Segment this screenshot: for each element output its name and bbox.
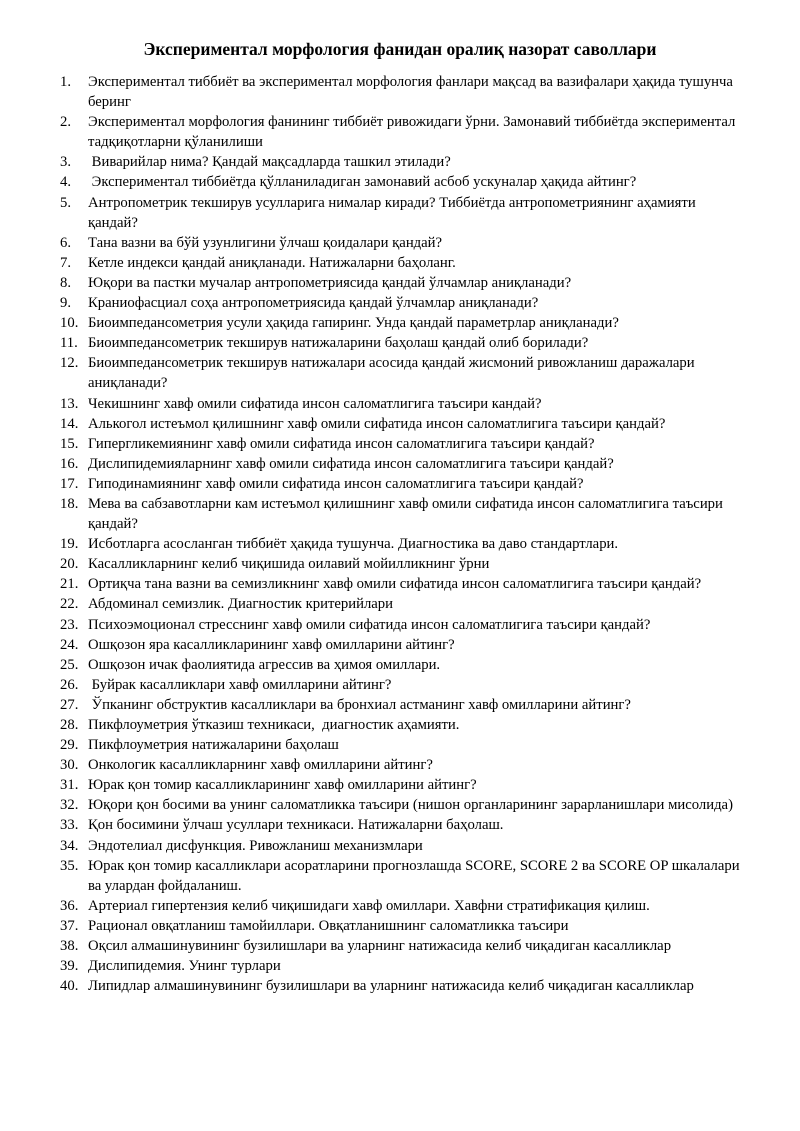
question-number: 18. xyxy=(60,495,79,512)
question-number: 2. xyxy=(60,114,72,131)
page-title: Экспериментал морфология фанидан оралиқ назорат саволлари xyxy=(143,39,657,59)
question-item xyxy=(60,554,740,574)
question-text: Виварийлар нима? Қандай мақсадларда ташкил этилади? xyxy=(88,154,451,171)
question-number: 15. xyxy=(60,435,79,452)
question-item xyxy=(60,353,740,393)
question-item xyxy=(60,795,740,815)
question-item xyxy=(60,273,740,293)
question-text: Биоимпедансометрия усули ҳақида гапиринг. Унда қандай параметрлар аниқланади? xyxy=(88,315,619,332)
question-item xyxy=(60,836,740,856)
question-text: Абдоминал семизлик. Диагностик критерийлари xyxy=(88,596,394,613)
question-text: Тана вазни ва бўй узунлигини ўлчаш қоидалари қандай? xyxy=(88,234,443,251)
question-number: 8. xyxy=(60,274,72,291)
question-text: Исботларга асосланган тиббиёт ҳақида тушунча. Диагностика ва даво стандартлари. xyxy=(88,536,619,553)
question-text: Онкологик касалликларнинг хавф омилларини айтинг? xyxy=(88,757,433,774)
question-text: Ўпканинг обструктив касалликлари ва бронхиал астманинг хавф омилларини айтинг? xyxy=(88,696,631,713)
question-item xyxy=(60,775,740,795)
question-item xyxy=(60,755,740,775)
question-item xyxy=(60,956,740,976)
question-number: 20. xyxy=(60,556,79,573)
question-item xyxy=(60,735,740,755)
question-text: Дислипидемияларнинг хавф омили сифатида инсон саломатлигига таъсири қандай? xyxy=(88,455,614,472)
question-item xyxy=(60,896,740,916)
question-item xyxy=(60,715,740,735)
question-text: Чекишнинг хавф омили сифатида инсон саломатлигига таъсири кандай? xyxy=(88,395,542,412)
question-item xyxy=(60,695,740,715)
question-item xyxy=(60,193,740,233)
question-number: 9. xyxy=(60,295,72,312)
question-number: 27. xyxy=(60,696,79,713)
question-item xyxy=(60,454,740,474)
question-item xyxy=(60,976,740,996)
question-text: Юқори ва пастки мучалар антропометриясида қандай ўлчамлар аниқланади? xyxy=(88,274,572,291)
question-text: Буйрак касалликлари хавф омилларини айтинг? xyxy=(88,676,392,693)
question-number: 35. xyxy=(60,857,79,874)
question-number: 36. xyxy=(60,897,79,914)
question-item xyxy=(60,675,740,695)
question-number: 21. xyxy=(60,576,79,593)
question-text: Ошқозон ичак фаолиятида агрессив ва ҳимоя омиллари. xyxy=(88,656,441,673)
question-number: 26. xyxy=(60,676,79,693)
question-number: 3. xyxy=(60,154,72,171)
question-item xyxy=(60,936,740,956)
question-text: Оқсил алмашинувининг бузилишлари ва уларнинг натижасида келиб чиқадиган касалликлар xyxy=(88,938,672,955)
question-item xyxy=(60,72,740,112)
question-text: Пикфлоуметрия ўтказиш техникаси, диагностик аҳамияти. xyxy=(88,717,460,733)
question-text: Липидлар алмашинувининг бузилишлари ва уларнинг натижасида келиб чиқадиган касалликлар xyxy=(88,978,694,995)
question-number: 38. xyxy=(60,938,79,955)
question-item xyxy=(60,414,740,434)
question-item xyxy=(60,856,744,896)
question-item xyxy=(60,615,740,635)
question-item xyxy=(60,655,740,675)
question-text: Антропометрик текширув усулларига нималар киради? Тиббиётда антропометриянинг аҳамияти қандай? xyxy=(88,194,700,231)
question-text: Юқори қон босими ва унинг саломатликка таъсири (нишон органларининг зарарланишлари мисолида) xyxy=(88,797,733,814)
question-item xyxy=(60,494,740,534)
question-item xyxy=(60,253,740,273)
question-item xyxy=(60,434,740,454)
question-item xyxy=(60,474,740,494)
question-text: Биоимпедансометрик текширув натижалари асосида қандай жисмоний ривожланиш даражалари аниқланади? xyxy=(88,355,699,392)
question-text: Дислипидемия. Унинг турлари xyxy=(88,958,281,975)
question-text: Экспериментал тиббиёт ва экспериментал морфология фанлари мақсад ва вазифалари ҳақида тушунча беринг xyxy=(88,74,737,111)
question-item xyxy=(60,112,740,152)
question-text: Рационал овқатланиш тамойиллари. Овқатланишнинг саломатликка таъсири xyxy=(88,917,569,934)
question-item xyxy=(60,534,740,554)
question-text: Касалликларнинг келиб чиқишида оилавий мойилликнинг ўрни xyxy=(88,556,490,573)
question-text: Пикфлоуметрия натижаларини баҳолаш xyxy=(88,737,339,754)
question-number: 6. xyxy=(60,234,72,251)
question-item xyxy=(60,594,740,614)
question-number: 34. xyxy=(60,837,79,854)
questions-list xyxy=(60,72,744,996)
question-number: 13. xyxy=(60,395,79,412)
question-item xyxy=(60,574,740,594)
question-number: 31. xyxy=(60,777,79,794)
question-number: 4. xyxy=(60,174,72,191)
question-text: Алькогол истеъмол қилишнинг хавф омили сифатида инсон саломатлигига таъсири қандай? xyxy=(88,415,666,432)
question-item xyxy=(60,815,740,835)
question-item xyxy=(60,635,740,655)
question-number: 11. xyxy=(60,335,78,352)
question-text: Артериал гипертензия келиб чиқишидаги хавф омиллари. Хавфни стратификация қилиш. xyxy=(88,897,650,914)
question-number: 12. xyxy=(60,355,79,372)
question-number: 19. xyxy=(60,536,79,553)
question-number: 30. xyxy=(60,757,79,774)
question-number: 33. xyxy=(60,817,79,834)
question-number: 28. xyxy=(60,717,79,733)
question-item xyxy=(60,394,740,414)
question-text: Кетле индекси қандай аниқланади. Натижаларни баҳоланг. xyxy=(88,254,456,271)
question-number: 37. xyxy=(60,917,79,934)
question-item xyxy=(60,233,740,253)
question-item xyxy=(60,333,740,353)
question-number: 7. xyxy=(60,254,72,271)
question-item xyxy=(60,293,740,313)
question-number: 10. xyxy=(60,315,79,332)
question-number: 17. xyxy=(60,475,79,492)
question-text: Краниофасциал соҳа антропометриясида қандай ўлчамлар аниқланади? xyxy=(88,295,539,312)
question-text: Ошқозон яра касалликларининг хавф омилларини айтинг? xyxy=(88,636,455,653)
question-text: Экспериментал морфология фанининг тиббиёт ривожидаги ўрни. Замонавий тиббиётда экспериментал тадқиқотларни қўланилиши xyxy=(88,114,739,151)
question-text: Юрак қон томир касалликларининг хавф омилларини айтинг? xyxy=(88,777,477,794)
question-text: Гиподинамиянинг хавф омили сифатида инсон саломатлигига таъсири қандай? xyxy=(88,475,584,492)
question-number: 1. xyxy=(60,74,72,90)
question-text: Қон босимини ўлчаш усуллари техникаси. Натижаларни баҳолаш. xyxy=(88,817,504,834)
question-number: 5. xyxy=(60,194,72,211)
question-text: Гипергликемиянинг хавф омили сифатида инсон саломатлигига таъсири қандай? xyxy=(88,435,595,452)
question-text: Психоэмоционал стресснинг хавф омили сифатида инсон саломатлигига таъсири қандай? xyxy=(88,616,651,633)
question-item xyxy=(60,916,740,936)
question-number: 22. xyxy=(60,596,79,613)
question-number: 29. xyxy=(60,737,79,754)
question-text: Ортиқча тана вазни ва семизликнинг хавф омили сифатида инсон саломатлигига таъсири қандай? xyxy=(88,576,702,593)
question-number: 14. xyxy=(60,415,79,432)
question-item xyxy=(60,313,740,333)
question-number: 25. xyxy=(60,656,79,673)
question-number: 16. xyxy=(60,455,79,472)
question-text: Эндотелиал дисфункция. Ривожланиш механизмлари xyxy=(88,837,423,854)
question-number: 24. xyxy=(60,636,79,653)
question-number: 40. xyxy=(60,978,79,995)
question-number: 23. xyxy=(60,616,79,633)
question-text: Мева ва сабзавотларни кам истеъмол қилишнинг хавф омили сифатида инсон саломатлигига таъсири қандай? xyxy=(88,495,727,533)
question-text: Экспериментал тиббиётда қўлланиладиган замонавий асбоб ускуналар ҳақида айтинг? xyxy=(88,174,637,191)
question-number: 32. xyxy=(60,797,79,814)
question-number: 39. xyxy=(60,958,79,975)
question-text: Юрак қон томир касалликлари асоратларини прогнозлашда SCORE, SCORE 2 ва SCORE OP шкалалари ва улардан фойдаланиш. xyxy=(88,857,744,894)
question-item xyxy=(60,152,740,172)
question-item xyxy=(60,172,740,192)
question-text: Биоимпедансометрик текширув натижаларини баҳолаш қандай олиб борилади? xyxy=(88,335,589,352)
